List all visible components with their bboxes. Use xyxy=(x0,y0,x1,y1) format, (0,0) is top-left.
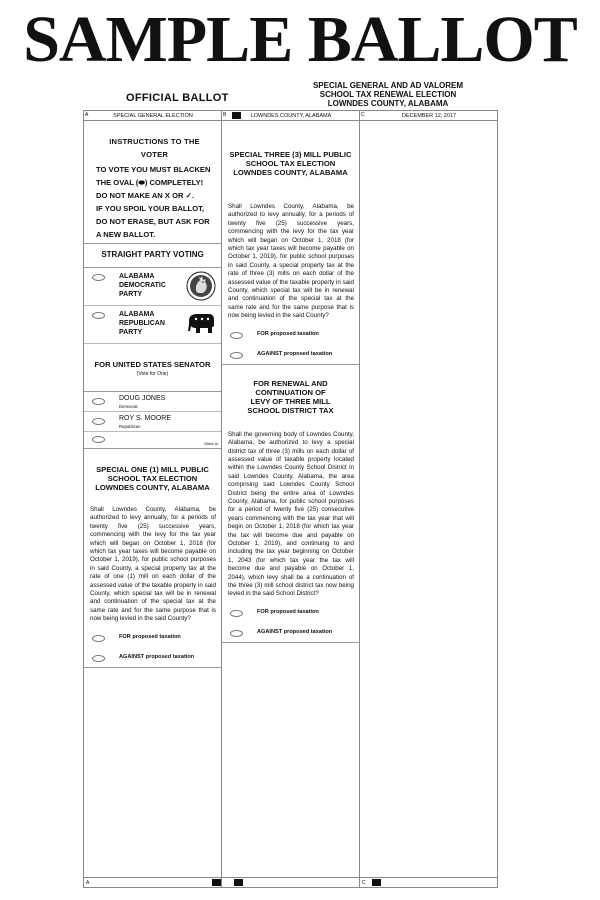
vote-oval[interactable] xyxy=(230,352,243,359)
vote-oval[interactable] xyxy=(230,610,243,617)
choice-label: AGAINST proposed taxation xyxy=(257,350,333,357)
proposition-title-line: SCHOOL TAX ELECTION xyxy=(245,159,336,168)
party-name-line: PARTY xyxy=(119,291,143,298)
district-tax-title xyxy=(222,365,359,431)
election-heading-line: SCHOOL TAX RENEWAL ELECTION xyxy=(319,90,457,99)
party-name-line: PARTY xyxy=(119,329,143,336)
column-header-label: LOWNDES COUNTY, ALABAMA xyxy=(250,113,332,119)
one-mill-against-option[interactable] xyxy=(84,648,221,668)
column-footer-a xyxy=(84,877,222,887)
candidate-name: DOUG JONES xyxy=(119,395,166,402)
sample-ballot-title: SAMPLE BALLOT xyxy=(23,3,577,76)
vote-oval[interactable] xyxy=(230,630,243,637)
column-header-label: DECEMBER 12, 2017 xyxy=(401,113,457,119)
proposition-title-line: LEVY OF THREE MILL xyxy=(250,396,331,406)
vote-oval[interactable] xyxy=(92,436,105,443)
district-tax-text: Shall the governing body of Lowndes County, Alabama, be authorized to levy a special district tax of three (3) mills on each dollar of assessed value of taxable property located within the Lowndes County School District in said Lowndes County, Alabama, the area comprising said Lowndes County School District being the entire area of Lowndes County, Alabama, for public school purposes for a period of twenty five (25) consecutive years commencing with the tax year that will begin on October 1, 2018 (for which tax year the tax will become due and payable on October 1, 2019), and continuing to and including the tax year beginning on October 1, 2043 (for which tax year the tax will become due and payable on October 1, 2044), which levy shall be a continuation of the three (3) mill school district tax now being levied in the said School District? xyxy=(228,430,354,598)
candidate-name: ROY S. MOORE xyxy=(119,415,171,422)
vote-oval[interactable] xyxy=(92,398,105,405)
vote-oval[interactable] xyxy=(92,274,105,281)
column-header-b xyxy=(222,111,360,121)
column-footer-c xyxy=(360,877,498,887)
party-name-line: DEMOCRATIC xyxy=(119,282,166,289)
column-letter: A xyxy=(86,880,90,886)
proposition-title-line: FOR RENEWAL AND xyxy=(253,378,328,388)
proposition-title-line: CONTINUATION OF xyxy=(255,387,326,397)
instruction-line: IF YOU SPOIL YOUR BALLOT, xyxy=(96,204,205,213)
choice-label: AGAINST proposed taxation xyxy=(119,653,195,660)
party-name-line: ALABAMA xyxy=(119,311,155,318)
write-in-label: Write-in xyxy=(204,441,218,446)
one-mill-tax-text: Shall Lowndes County, Alabama, be authorized to levy annually, for a periods of twenty five (25) successive years, commencing with the levy for the tax year which will began on October 1, 2018 (for which tax year taxes will become payable on October 1, 2019), for public school purposes in said County, a special property tax at the rate of one (1) mill on each dollar of the assessed value of the taxable property in said County, which special tax will be in renewal and continuation of the special tax at the same rate and for the same purpose that is now being levied in the said County? xyxy=(90,506,216,623)
column-letter: C xyxy=(362,880,366,886)
district-against-option[interactable] xyxy=(222,623,359,643)
party-name xyxy=(119,310,165,337)
three-mill-against-option[interactable] xyxy=(222,345,359,365)
vote-oval[interactable] xyxy=(92,312,105,319)
candidate-roy-moore[interactable] xyxy=(84,412,221,432)
timing-mark xyxy=(372,879,381,886)
party-name xyxy=(119,272,166,299)
column-header-c xyxy=(360,111,498,121)
party-name-line: ALABAMA xyxy=(119,273,155,280)
vote-oval[interactable] xyxy=(92,655,105,662)
party-name-line: REPUBLICAN xyxy=(119,320,165,327)
column-letter: A xyxy=(85,112,89,118)
proposition-title-line: LOWNDES COUNTY, ALABAMA xyxy=(95,483,210,492)
proposition-title-line: LOWNDES COUNTY, ALABAMA xyxy=(233,168,348,177)
column-letter: C xyxy=(361,112,365,118)
proposition-title-line: SPECIAL ONE (1) MILL PUBLIC xyxy=(96,465,209,474)
proposition-title-line: SPECIAL THREE (3) MILL PUBLIC xyxy=(229,150,352,159)
rooster-emblem-icon xyxy=(186,271,216,301)
proposition-title-line: SCHOOL TAX ELECTION xyxy=(107,474,198,483)
ballot-frame xyxy=(83,110,498,888)
column-footer-b xyxy=(222,877,360,887)
timing-mark xyxy=(212,879,221,886)
senate-race-title xyxy=(84,344,221,392)
timing-mark xyxy=(234,879,243,886)
voter-instructions xyxy=(84,122,221,244)
choice-label: FOR proposed taxation xyxy=(257,608,319,615)
instruction-line: TO VOTE YOU MUST BLACKEN xyxy=(96,165,211,174)
column-a xyxy=(84,122,221,876)
column-b xyxy=(222,122,359,876)
vote-oval[interactable] xyxy=(92,418,105,425)
election-heading xyxy=(296,81,480,108)
election-heading-line: SPECIAL GENERAL AND AD VALOREM xyxy=(312,81,464,90)
district-for-option[interactable] xyxy=(222,603,359,623)
candidate-party: Republican xyxy=(119,424,141,429)
election-heading-line: LOWNDES COUNTY, ALABAMA xyxy=(327,99,449,108)
vote-oval[interactable] xyxy=(230,332,243,339)
candidate-doug-jones[interactable] xyxy=(84,392,221,412)
choice-label: FOR proposed taxation xyxy=(119,633,181,640)
three-mill-for-option[interactable] xyxy=(222,325,359,345)
straight-party-title: STRAIGHT PARTY VOTING xyxy=(84,244,221,268)
one-mill-for-option[interactable] xyxy=(84,628,221,648)
instruction-line: THE OVAL (⬬) COMPLETELY! xyxy=(96,178,204,187)
instruction-line: DO NOT ERASE, BUT ASK FOR xyxy=(96,217,210,226)
instruction-line: DO NOT MAKE AN X OR ✓. xyxy=(96,191,195,200)
party-option-republican[interactable] xyxy=(84,306,221,344)
instruction-line: A NEW BALLOT. xyxy=(96,230,156,239)
column-letter: B xyxy=(223,112,227,118)
senate-title-text: FOR UNITED STATES SENATOR xyxy=(94,360,211,369)
choice-label: AGAINST proposed taxation xyxy=(257,628,333,635)
senate-subtitle: (Vote for One) xyxy=(136,371,169,377)
instructions-title: INSTRUCTIONS TO THE VOTER xyxy=(109,137,200,159)
candidate-party: Democrat xyxy=(119,404,138,409)
choice-label: FOR proposed taxation xyxy=(257,330,319,337)
official-ballot-label: OFFICIAL BALLOT xyxy=(126,92,229,104)
party-option-democratic[interactable] xyxy=(84,268,221,306)
vote-oval[interactable] xyxy=(92,635,105,642)
one-mill-tax-title xyxy=(84,449,221,506)
column-header-label: SPECIAL GENERAL ELECTION xyxy=(113,113,193,119)
write-in-option[interactable] xyxy=(84,432,221,449)
column-header-a xyxy=(84,111,222,121)
three-mill-tax-text: Shall Lowndes County, Alabama, be authorized to levy annually, for a periods of twenty five (25) successive years, commencing with the levy for the tax year which will began on October 1, 2018 (for which tax year taxes will become payable on October 1, 2019), for public school purposes in said County, a special property tax at the rate of three (3) mills on each dollar of the assessed value of the taxable property in said County, which special tax will be in renewal and continuation of the special tax at the same rate and for the same purpose that is now being levied in the said County? xyxy=(228,203,354,320)
column-c xyxy=(360,122,498,876)
proposition-title-line: SCHOOL DISTRICT TAX xyxy=(247,405,334,415)
elephant-emblem-icon xyxy=(186,309,216,339)
three-mill-tax-title xyxy=(222,122,359,203)
